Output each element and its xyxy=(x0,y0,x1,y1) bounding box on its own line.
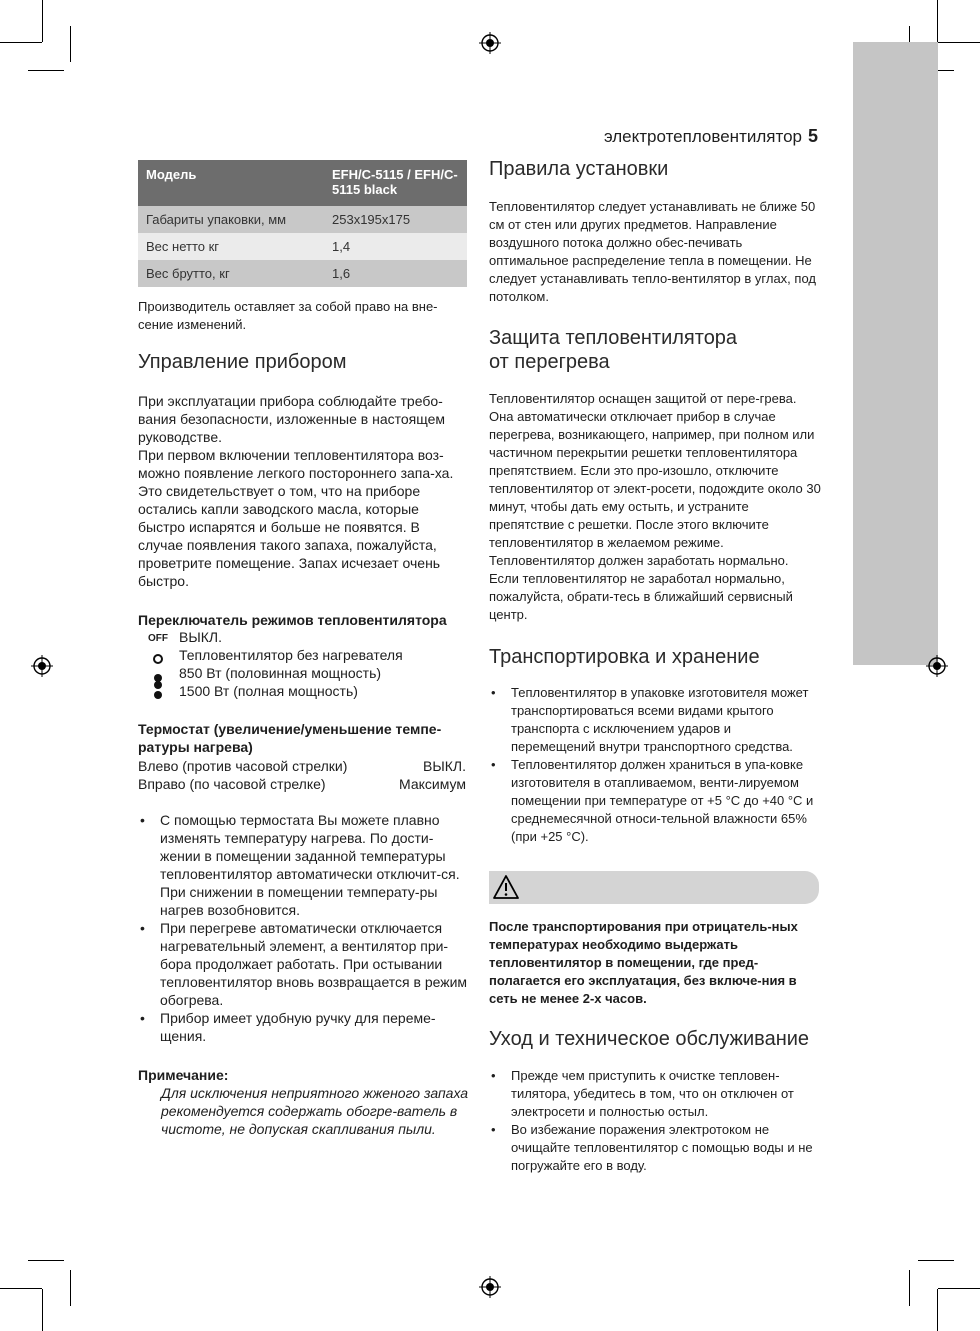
registration-mark-icon xyxy=(479,32,501,54)
spec-value: 1,4 xyxy=(324,233,467,260)
list-item: • Прежде чем приступить к очистке тепловен-тилятора, убедитесь в том, что он отключен от электросети и полностью остыл. xyxy=(489,1067,819,1121)
registration-mark-icon xyxy=(479,1276,501,1298)
thermostat-title: Термостат (увеличение/уменьшение темпе-ратуры нагрева) xyxy=(138,721,442,755)
note-title: Примечание: xyxy=(138,1067,229,1083)
mode-label: ВЫКЛ. xyxy=(179,629,222,645)
crop-mark xyxy=(28,70,64,71)
crop-mark xyxy=(0,1288,42,1289)
section-title-transport: Транспортировка и хранение xyxy=(489,646,760,668)
overheat-text: Тепловентилятор оснащен защитой от пере-грева. Она автоматически отключает прибор в случае перегрева, возникающего, например, при полном или частичном перекрытии решетки тепловентилятора препятствием. Если это про-изошло, отключите тепловентилятор от элект-росети, подождите около 30 минут, чтобы дать ему остыть, и устраните препятствие с решетки. После этого включите тепловентилятор в желаемом режиме. Тепловентилятор должен заработать нормально. Если тепловентилятор не заработал нормально, пожалуйста, обрати-тесь в ближайший сервисный центр. xyxy=(489,391,821,622)
crop-mark xyxy=(28,1260,64,1261)
crop-mark xyxy=(937,1289,938,1331)
section-title-overheat xyxy=(489,326,737,374)
two-dots-icon xyxy=(140,681,176,699)
care-bullets xyxy=(489,1067,819,1175)
list-item: • Во избежание поражения электротоком не очищайте тепловентилятор с помощью воды и не погружайте его в воду. xyxy=(489,1121,819,1175)
crop-mark xyxy=(918,1260,954,1261)
thermostat-left: Вправо (по часовой стрелке) xyxy=(138,776,326,792)
warning-bar xyxy=(489,871,819,904)
section-title-install: Правила установки xyxy=(489,158,669,180)
warning-text: После транспортирования при отрицатель-ных температурах необходимо выдержать тепловентилятор в помещении, где пред-полагается его эксплуатация, без включе-ния в сеть не менее 2-х часов. xyxy=(489,919,798,1006)
spec-label: Габариты упаковки, мм xyxy=(138,206,324,233)
crop-mark xyxy=(70,1270,71,1306)
thermostat-row xyxy=(138,775,466,793)
list-item: • Тепловентилятор должен храниться в упа-ковке изготовителя в отапливаемом, венти-лируемом помещении при температуре от +5 °С до +40 °С и среднемесячной относи-тельной влажности 65% (при +25 °С). xyxy=(489,756,819,846)
crop-mark xyxy=(70,26,71,62)
off-icon: OFF xyxy=(148,633,168,644)
control-bullets xyxy=(138,811,468,1045)
overheat-title-line2: от перегрева xyxy=(489,351,610,373)
table-row xyxy=(138,206,467,233)
spec-label: Вес нетто кг xyxy=(138,233,324,260)
spec-header-models: EFH/C-5115 / EFH/C-5115 black xyxy=(324,160,467,206)
crop-mark xyxy=(909,1270,910,1306)
ring-icon xyxy=(140,650,176,668)
crop-mark xyxy=(938,42,980,43)
list-item: • С помощью термостата Вы можете плавно изменять температуру нагрева. По дости-жении в помещении заданной температуры тепловентилятор автоматически отключит-ся. При снижении в помещении температу-ры нагрев возобновится. xyxy=(138,811,468,919)
mode-label: 1500 Вт (полная мощность) xyxy=(179,683,358,699)
list-item: • При перегреве автоматически отключается нагревательный элемент, а вентилятор при-бора продолжает работать. При остывании тепловентилятор вновь возвращается в режим обогрева. xyxy=(138,919,468,1009)
page-header xyxy=(560,126,818,147)
section-title-care: Уход и техническое обслуживание xyxy=(489,1028,810,1050)
table-row xyxy=(138,260,467,287)
spec-label: Вес брутто, кг xyxy=(138,260,324,287)
warning-icon xyxy=(492,874,520,900)
overheat-title-line1: Защита тепловентилятора xyxy=(489,327,738,349)
spec-table xyxy=(138,160,467,287)
page-number: 5 xyxy=(807,126,818,146)
thermostat-left: Влево (против часовой стрелки) xyxy=(138,758,348,774)
crop-mark xyxy=(42,0,43,42)
install-text: Тепловентилятор следует устанавливать не ближе 50 см от стен или других предметов. Направление воздушного потока должно обес-печивать оптимальное распределение тепла в помещении. Не следует устанавливать тепло-вентилятор в углах, под потолком. xyxy=(489,199,816,304)
switch-title: Переключатель режимов тепловентилятора xyxy=(138,612,447,628)
table-row xyxy=(138,233,467,260)
control-paragraph-2: При первом включении тепловентилятора воз-можно появление легкого постороннего запа-ха. Это свидетельствует о том, что на приборе остались капли заводского масла, которые быстро испарятся и больше не появятся. В случае появления такого запаха, пожалуйста, проветрите помещение. Запах исчезает очень быстро. xyxy=(138,447,454,589)
crop-mark xyxy=(937,0,938,42)
transport-bullets xyxy=(489,684,819,846)
spec-value: 253x195x175 xyxy=(324,206,467,233)
crop-mark xyxy=(938,1288,980,1289)
registration-mark-icon xyxy=(926,655,948,677)
note-text: Для исключения неприятного жженого запаха рекомендуется содержать обогре-ватель в чистоте, не допуская скапливания пыли. xyxy=(161,1085,469,1137)
header-title: электротепловентилятор xyxy=(603,127,802,146)
mode-label: 850 Вт (половинная мощность) xyxy=(179,665,382,681)
disclaimer: Производитель оставляет за собой право на вне-сение изменений. xyxy=(138,299,438,332)
section-title-control: Управление прибором xyxy=(138,351,347,373)
spec-header-model: Модель xyxy=(138,160,324,206)
registration-mark-icon xyxy=(31,655,53,677)
list-item: • Тепловентилятор в упаковке изготовителя может транспортироваться всеми видами крытого транспорта с исключением ударов и перемещений внутри транспортного средства. xyxy=(489,684,819,756)
spec-value: 1,6 xyxy=(324,260,467,287)
thermostat-row xyxy=(138,757,466,775)
side-tab xyxy=(853,42,938,665)
control-paragraph-1: При эксплуатации прибора соблюдайте требо-вания безопасности, изложенные в настоящем руководстве. xyxy=(138,393,446,445)
thermostat-right: Максимум xyxy=(399,776,466,792)
thermostat-right: ВЫКЛ. xyxy=(423,758,466,774)
list-item: • Прибор имеет удобную ручку для переме-щения. xyxy=(138,1009,468,1045)
crop-mark xyxy=(42,1289,43,1331)
crop-mark xyxy=(0,42,42,43)
mode-label: Тепловентилятор без нагревателя xyxy=(179,647,403,663)
